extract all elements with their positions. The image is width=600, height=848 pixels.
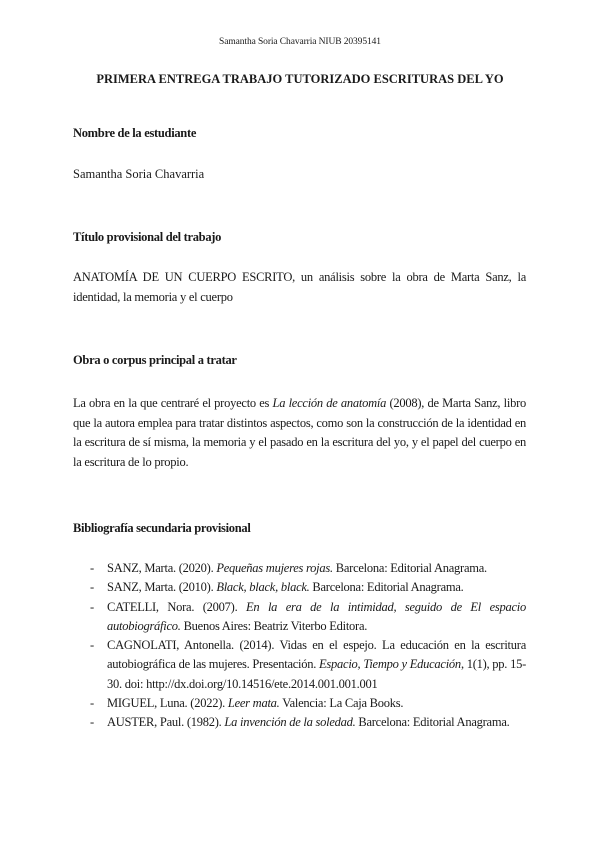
list-dash: - xyxy=(90,715,94,730)
entry-text: MIGUEL, Luna. (2022). xyxy=(107,696,228,711)
bibliography-entry xyxy=(73,559,526,578)
entry-text: CAGNOLATI, Antonella. (2014). Vidas en el espejo. La educación en la escritura autobiográfica de las mujeres. Presentación. xyxy=(107,638,526,672)
entry-title: La invención de la soledad. xyxy=(224,715,356,730)
bibliography-entry xyxy=(73,578,526,597)
work-title-text: ANATOMÍA DE UN CUERPO ESCRITO, un análisis sobre la obra de Marta Sanz, la identidad, la memoria y el cuerpo xyxy=(73,270,526,304)
bibliography-entry xyxy=(73,598,526,637)
document-title: PRIMERA ENTREGA TRABAJO TUTORIZADO ESCRITURAS DEL YO xyxy=(96,72,504,86)
entry-text: , 1(1), pp. 15-30. doi: http://dx.doi.org/10.14516/ete.2014.001.001.001 xyxy=(107,657,526,691)
bibliography-entry xyxy=(73,636,526,694)
student-heading: Nombre de la estudiante xyxy=(73,126,197,140)
entry-title: Black, black, black. xyxy=(216,580,310,595)
entry-text: SANZ, Marta. (2010). xyxy=(107,580,217,595)
corpus-heading: Obra o corpus principal a tratar xyxy=(73,353,237,367)
entry-text: SANZ, Marta. (2020). xyxy=(107,561,217,575)
corpus-text-before: La obra en la que centraré el proyecto es xyxy=(73,396,273,410)
corpus-book-title: La lección de anatomía xyxy=(272,396,387,410)
bibliography-entry xyxy=(73,694,526,713)
entry-title: Pequeñas mujeres rojas. xyxy=(216,561,333,575)
work-title-heading: Título provisional del trabajo xyxy=(73,230,222,244)
entry-text: AUSTER, Paul. (1982). xyxy=(107,715,225,730)
entry-title: Espacio, Tiempo y Educación xyxy=(319,657,461,672)
running-header: Samantha Soria Chavarria NIUB 20395141 xyxy=(219,37,381,47)
bibliography-list xyxy=(73,559,526,733)
entry-text: Buenos Aires: Beatriz Viterbo Editora. xyxy=(180,618,368,633)
list-dash: - xyxy=(90,580,94,595)
student-name: Samantha Soria Chavarria xyxy=(73,167,205,181)
bibliography-entry xyxy=(73,713,526,732)
entry-text: Valencia: La Caja Books. xyxy=(279,696,404,711)
entry-title: En la era de la intimidad, seguido de El espacio autobiográfico. xyxy=(107,599,526,633)
corpus-text-after: (2008), de Marta Sanz, libro que la autora emplea para tratar distintos aspectos, como son la construcción de la identidad en la escritura de sí misma, la memoria y el pasado en la escritura del yo, y el papel del cuerpo en la escritura de lo propio. xyxy=(73,396,526,470)
entry-text: Barcelona: Editorial Anagrama. xyxy=(309,580,464,595)
entry-text: CATELLI, Nora. (2007). xyxy=(107,599,247,614)
entry-text: Barcelona: Editorial Anagrama. xyxy=(332,561,487,575)
entry-title: Leer mata. xyxy=(227,696,280,711)
corpus-text xyxy=(73,394,526,473)
list-dash: - xyxy=(90,638,94,653)
list-dash: - xyxy=(90,561,94,575)
entry-text: Barcelona: Editorial Anagrama. xyxy=(355,715,510,730)
list-dash: - xyxy=(90,696,94,711)
list-dash: - xyxy=(90,599,94,614)
bibliography-heading: Bibliografía secundaria provisional xyxy=(73,521,251,535)
